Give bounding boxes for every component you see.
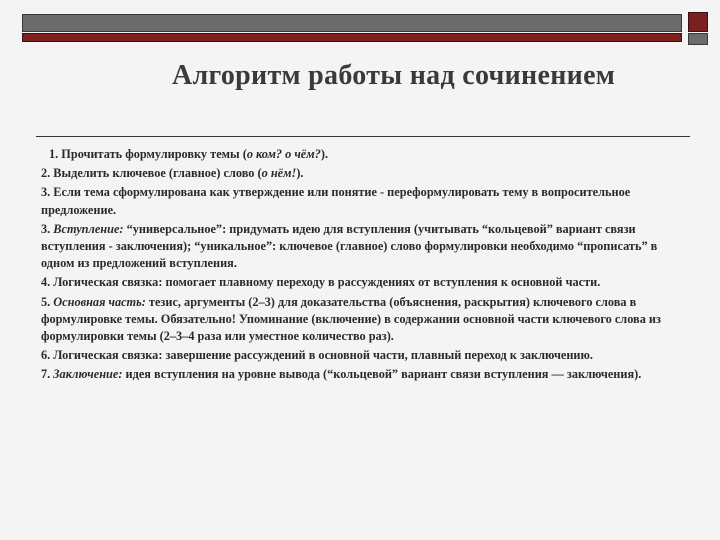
algorithm-list	[41, 146, 681, 386]
list-item: 5. Основная часть: тезис, аргументы (2–3) для доказательства (объяснения, раскрытия) ключевого слова в формулировке темы. Обязательно! Упоминание (включение) в содержании основной части ключевого слова из формулировки темы (2–3–4 раза или уместное количество раз).	[41, 294, 661, 344]
slide-title: Алгоритм работы над сочинением	[172, 60, 616, 91]
list-item: 1. Прочитать формулировку темы (о ком? о чём?).	[49, 147, 329, 161]
list-item: 3. Вступление: “универсальное”: придумать идею для вступления (учитывать “кольцевой” вариант связи вступления - заключения); “уникальное”: ключевое (главное) слово формулировки необходимо “прописать” в одном из предложений вступления.	[41, 221, 658, 271]
corner-square-red	[688, 12, 708, 32]
list-item: 3. Если тема сформулирована как утверждение или понятие - переформулировать тему в вопросительное предложение.	[41, 185, 631, 217]
title-divider	[36, 136, 690, 137]
list-item: 7. Заключение: идея вступления на уровне вывода (“кольцевой” вариант связи вступления — заключения).	[41, 367, 642, 382]
top-decor-bar-red	[22, 33, 682, 42]
list-item: 6. Логическая связка: завершение рассуждений в основной части, плавный переход к заключению.	[41, 348, 593, 363]
top-decor-bar-grey	[22, 14, 682, 32]
list-item: 4. Логическая связка: помогает плавному переходу в рассуждениях от вступления к основной части.	[41, 275, 601, 290]
corner-square-grey	[688, 33, 708, 45]
list-item: 2. Выделить ключевое (главное) слово (о нём!).	[41, 166, 304, 181]
